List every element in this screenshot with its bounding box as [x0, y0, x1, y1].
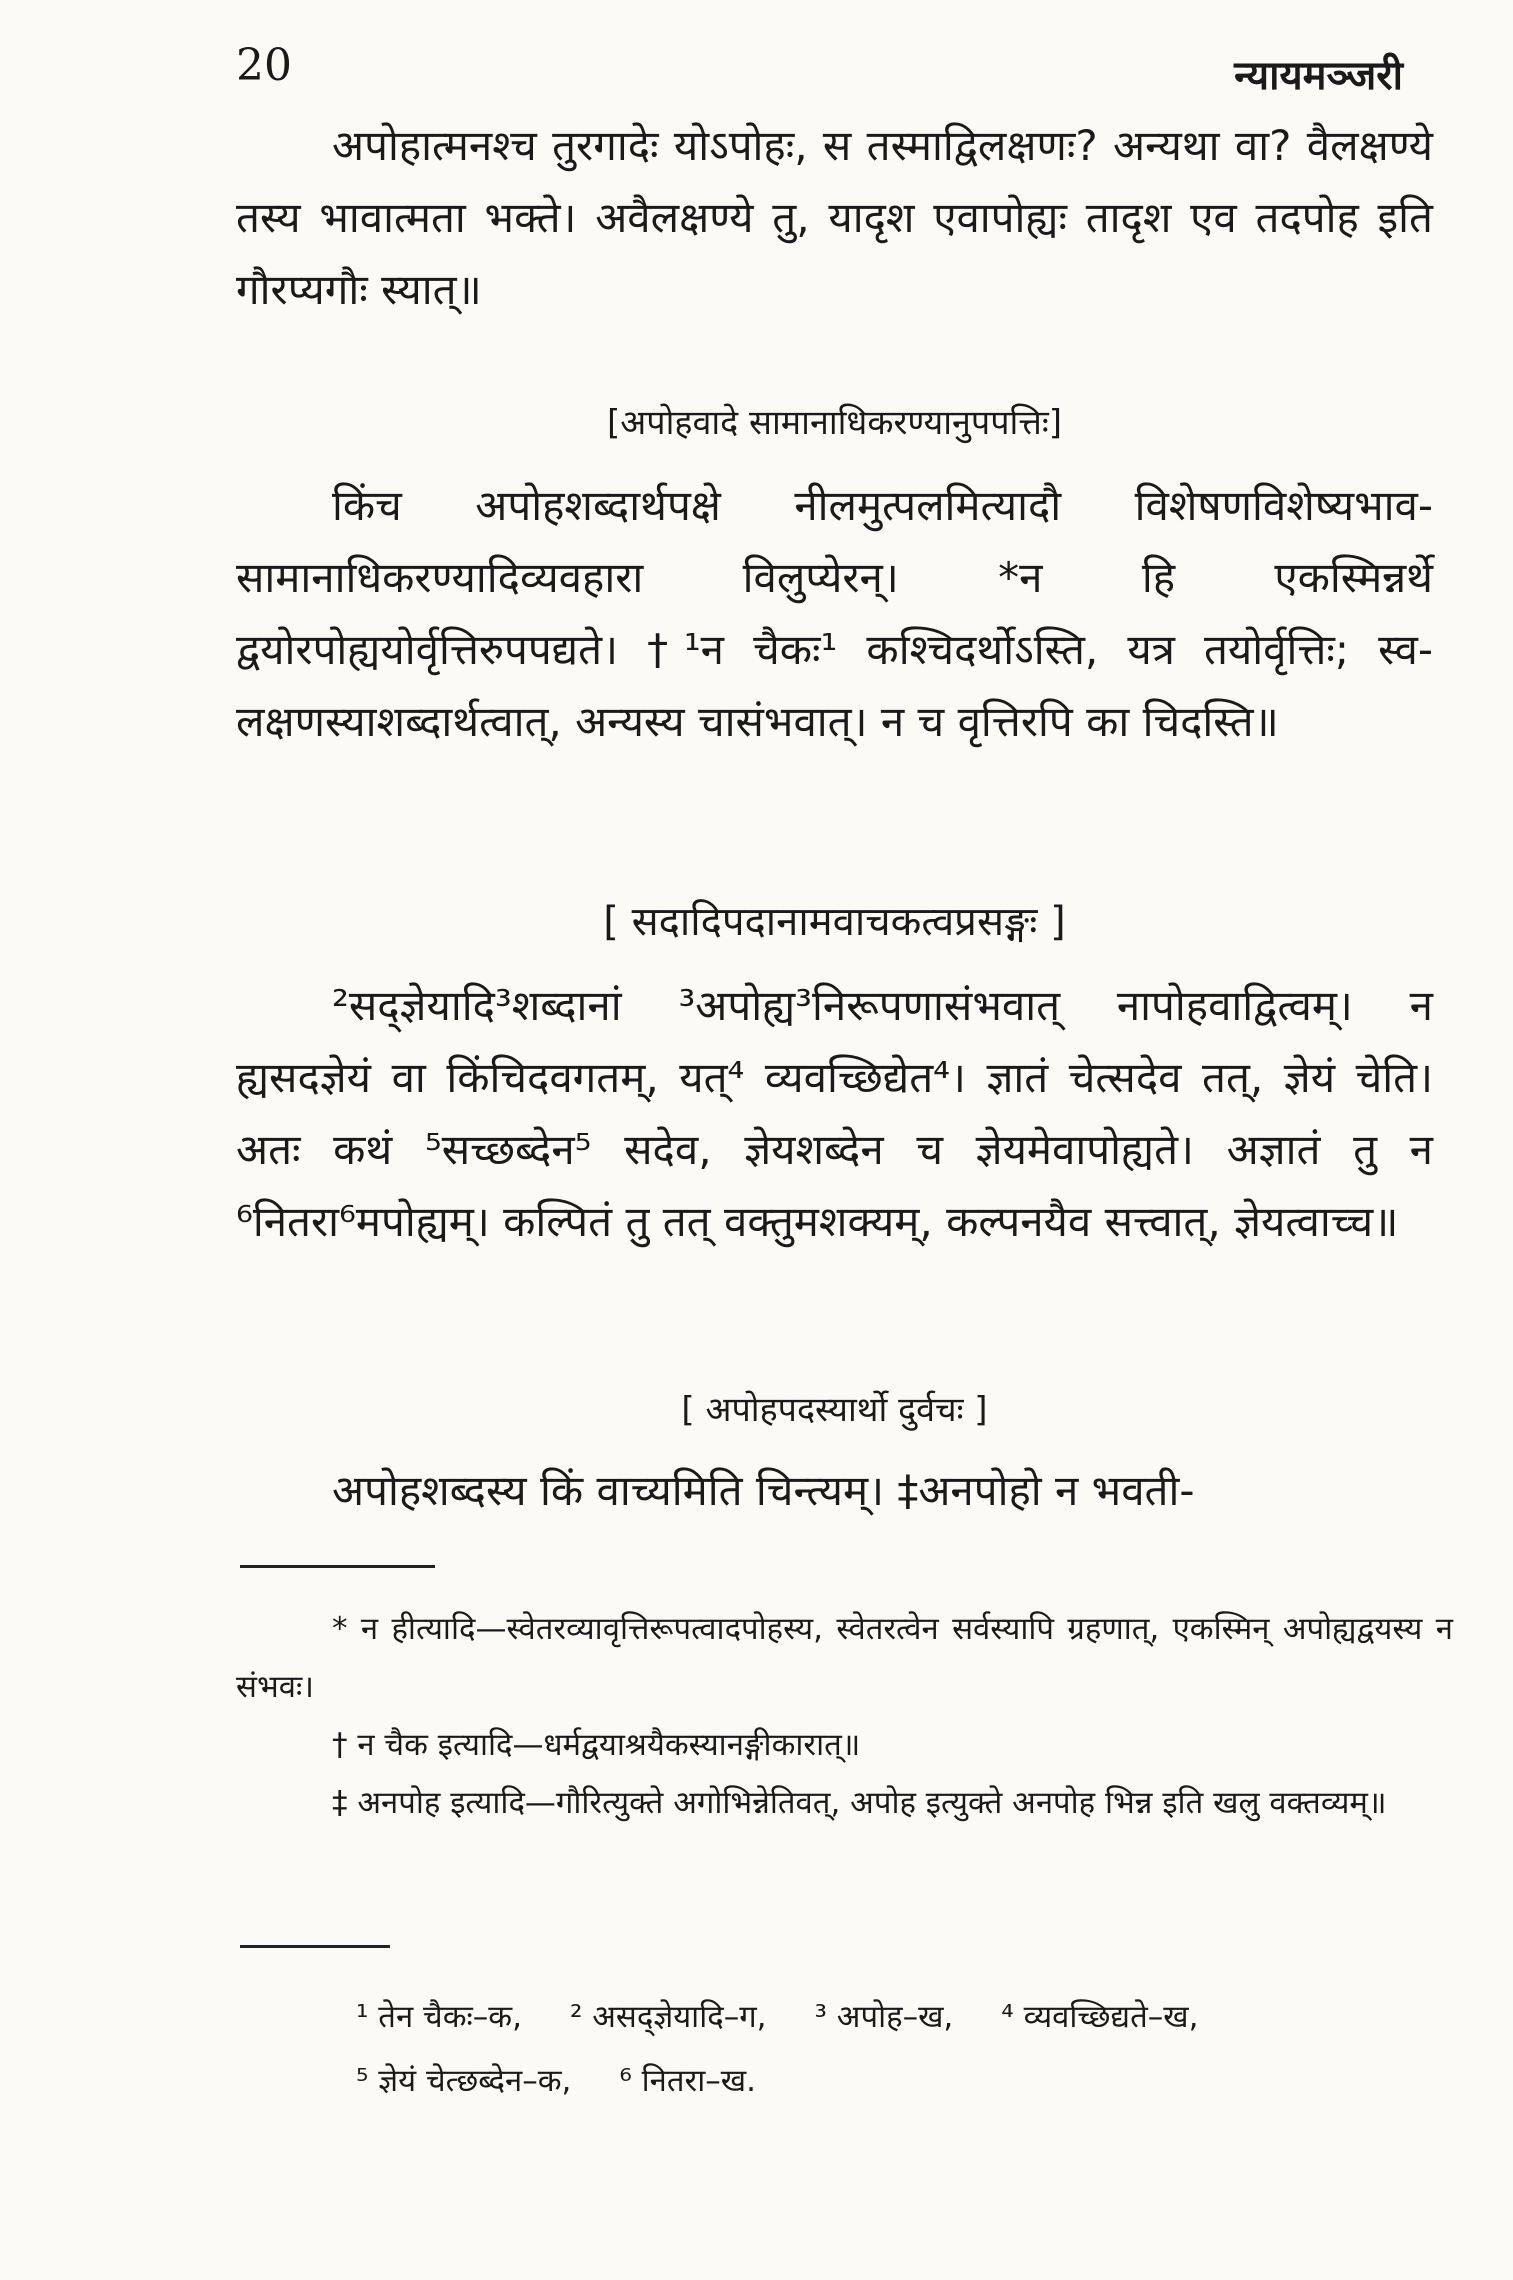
- paragraph-1-block: [236, 110, 1433, 326]
- running-title: न्यायमञ्जरी: [1234, 53, 1403, 99]
- variant-reading: ¹ तेन चैकः–क,: [356, 1999, 522, 2035]
- variant-row-2: [236, 2049, 1453, 2113]
- variant-row-1: [236, 1985, 1453, 2049]
- paragraph-2-block: [236, 470, 1433, 758]
- page-header: [236, 40, 1403, 110]
- section-heading-1: [अपोहवादे सामानाधिकरण्यानुपपत्तिः]: [607, 403, 1062, 443]
- footnote-rule: [240, 1565, 435, 1568]
- footnote-2: † न चैक इत्यादि—धर्मद्वयाश्रयैकस्यानङ्गीकारात्॥: [332, 1727, 861, 1763]
- section-heading-2: [ सदादिपदानामवाचकत्वप्रसङ्गः ]: [603, 899, 1066, 945]
- footnote-3: ‡ अनपोह इत्यादि—गौरित्युक्ते अगोभिन्नेतिवत्, अपोह इत्युक्ते अनपोह भिन्न इति खलु वक्तव्यम्॥: [332, 1785, 1387, 1821]
- paragraph-3: ²सद्ज्ञेयादि³शब्दानां ³अपोह्य³निरूपणासंभवात् नापोहवाद्वित्वम्। न ह्यसदज्ञेयं वा किंचिदवगतम्, यत्⁴ व्यवच्छिद्येत⁴। ज्ञातं चेत्सदेव तत्, ज्ञेयं चेति। अतः कथं ⁵सच्छब्देन⁵ सदेव, ज्ञेयशब्देन च ज्ञेयमेवापोह्यते। अज्ञातं तु न ⁶नितरा⁶मपोह्यम्। कल्पितं तु तत् वक्तुमशक्यम्, कल्पनयैव सत्त्वात्, ज्ञेयत्वाच्च॥: [236, 981, 1433, 1246]
- variants-rule: [240, 1945, 390, 1948]
- variant-readings: [236, 1985, 1453, 2113]
- page-number: 20: [236, 40, 292, 91]
- paragraph-2: किंच अपोहशब्दार्थपक्षे नीलमुत्पलमित्यादौ विशेषणविशेष्यभाव-सामानाधिकरण्यादिव्यवहारा विलुप्येरन्। *न हि एकस्मिन्नर्थे द्वयोरपोह्ययोर्वृत्तिरुपपद्यते। †¹न चैकः¹ कश्चिदर्थोऽस्ति, यत्र तयोर्वृत्तिः; स्व-लक्षणस्याशब्दार्थत्वात्, अन्यस्य चासंभवात्। न च वृत्तिरपि का चिदस्ति॥: [236, 481, 1433, 746]
- footnote-1: * न हीत्यादि—स्वेतरव्यावृत्तिरूपत्वादपोहस्य, स्वेतरत्वेन सर्वस्यापि ग्रहणात्, एकस्मिन् अपोह्यद्वयस्य न संभवः।: [236, 1611, 1453, 1705]
- variant-reading: ² असद्ज्ञेयादि–ग,: [569, 1999, 767, 2035]
- paragraph-4: अपोहशब्दस्य किं वाच्यमिति चिन्त्यम्। ‡अनपोहो न भवती-: [332, 1466, 1195, 1515]
- paragraph-3-block: [236, 970, 1433, 1258]
- variant-reading: ⁶ नितरा–ख.: [619, 2063, 756, 2099]
- variant-reading: ³ अपोह–ख,: [814, 1999, 954, 2035]
- variant-reading: ⁴ व्यवच्छिद्यते–ख,: [1001, 1999, 1199, 2035]
- variant-reading: ⁵ ज्ञेयं चेत्छब्देन–क,: [356, 2063, 572, 2099]
- paragraph-4-block: [236, 1455, 1433, 1527]
- paragraph-1: अपोहात्मनश्च तुरगादेः योऽपोहः, स तस्माद्विलक्षणः? अन्यथा वा? वैलक्षण्ये तस्य भावात्मता भक्ते। अवैलक्षण्ये तु, यादृश एवापोह्यः तादृश एव तदपोह इति गौरप्यगौः स्यात्॥: [236, 121, 1433, 314]
- footnotes: [236, 1600, 1453, 1832]
- section-heading-3: [ अपोहपदस्यार्थो दुर्वचः ]: [681, 1390, 988, 1430]
